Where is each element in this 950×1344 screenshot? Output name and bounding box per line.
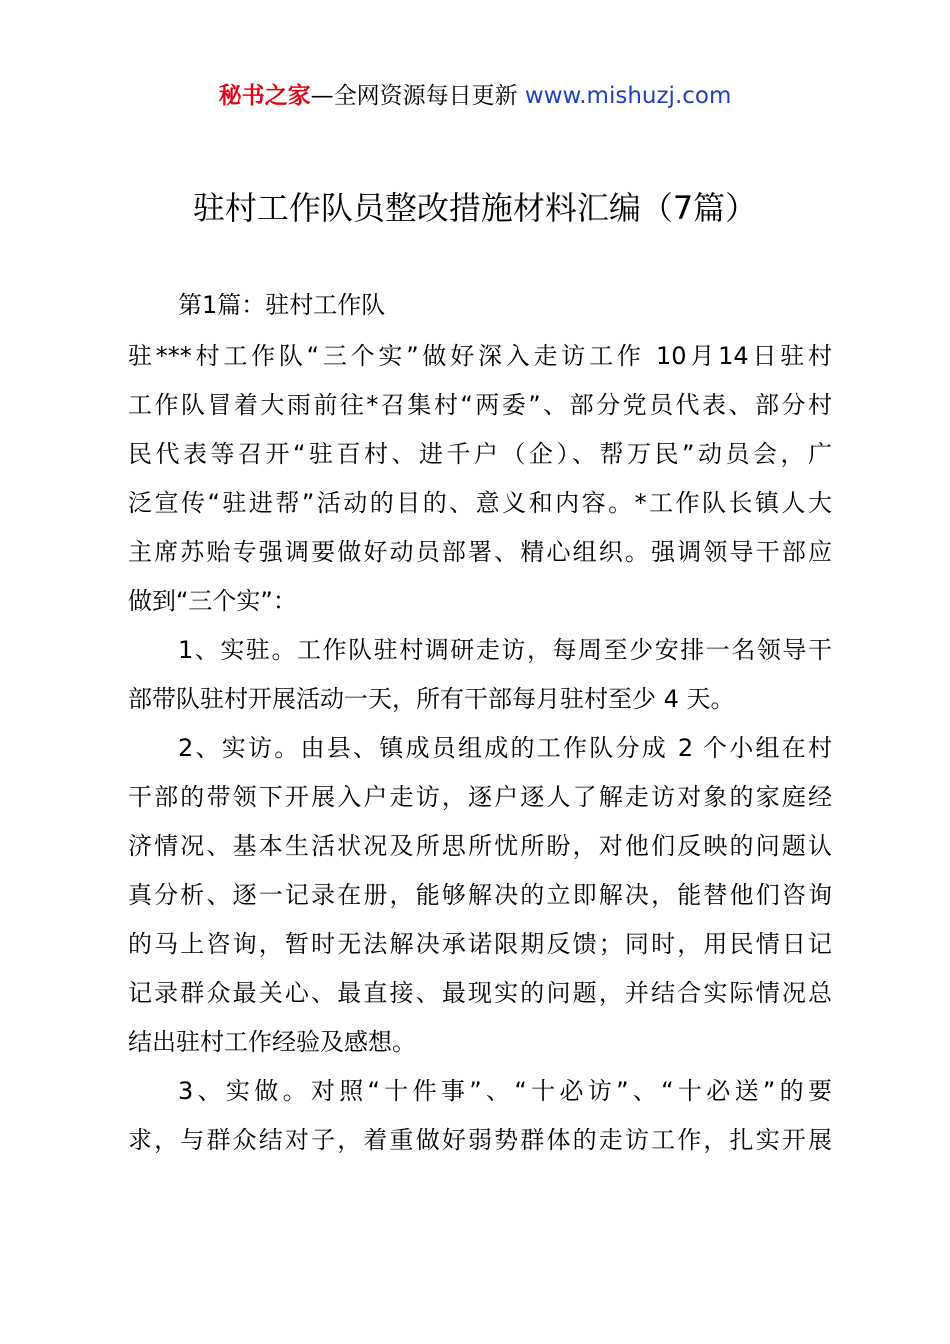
body-line: 1、实驻。工作队驻村调研走访，每周至少安排一名领导干 xyxy=(178,636,832,664)
body-line: 部带队驻村开展活动一天，所有干部每月驻村至少 4 天。 xyxy=(128,685,735,713)
site-url-link[interactable]: www.mishuzj.com xyxy=(524,83,732,109)
site-brand: 秘书之家 xyxy=(218,83,311,109)
body-line: 3、实做。对照“十件事”、“十必访”、“十必送”的要 xyxy=(178,1077,832,1105)
body-line: 泛宣传“驻进帮”活动的目的、意义和内容。*工作队长镇人大 xyxy=(128,489,832,517)
article-heading: 第1篇：驻村工作队 xyxy=(178,291,386,319)
body-line: 真分析、逐一记录在册，能够解决的立即解决，能替他们咨询 xyxy=(128,881,832,909)
body-line: 的马上咨询，暂时无法解决承诺限期反馈；同时，用民情日记 xyxy=(128,930,832,958)
body-line: 求，与群众结对子，着重做好弱势群体的走访工作，扎实开展 xyxy=(128,1126,832,1154)
body-line: 2、实访。由县、镇成员组成的工作队分成 2 个小组在村 xyxy=(178,734,832,762)
body-line: 做到“三个实”： xyxy=(128,587,297,615)
site-header xyxy=(0,80,950,112)
document-title: 驻村工作队员整改措施材料汇编（7篇） xyxy=(192,189,758,227)
body-line: 主席苏贻专强调要做好动员部署、精心组织。强调领导干部应 xyxy=(128,538,832,566)
body-line: 驻***村工作队“三个实”做好深入走访工作 10月14日驻村 xyxy=(128,342,832,370)
body-line: 结出驻村工作经验及感想。 xyxy=(128,1028,416,1056)
document-body xyxy=(128,338,832,1171)
body-line: 民代表等召开“驻百村、进千户（企）、帮万民”动员会，广 xyxy=(128,440,832,468)
body-line: 工作队冒着大雨前往*召集村“两委”、部分党员代表、部分村 xyxy=(128,391,832,419)
body-line: 干部的带领下开展入户走访，逐户逐人了解走访对象的家庭经 xyxy=(128,783,832,811)
site-tagline: —全网资源每日更新 xyxy=(310,83,525,109)
body-line: 记录群众最关心、最直接、最现实的问题，并结合实际情况总 xyxy=(128,979,832,1007)
body-line: 济情况、基本生活状况及所思所忧所盼，对他们反映的问题认 xyxy=(128,832,832,860)
